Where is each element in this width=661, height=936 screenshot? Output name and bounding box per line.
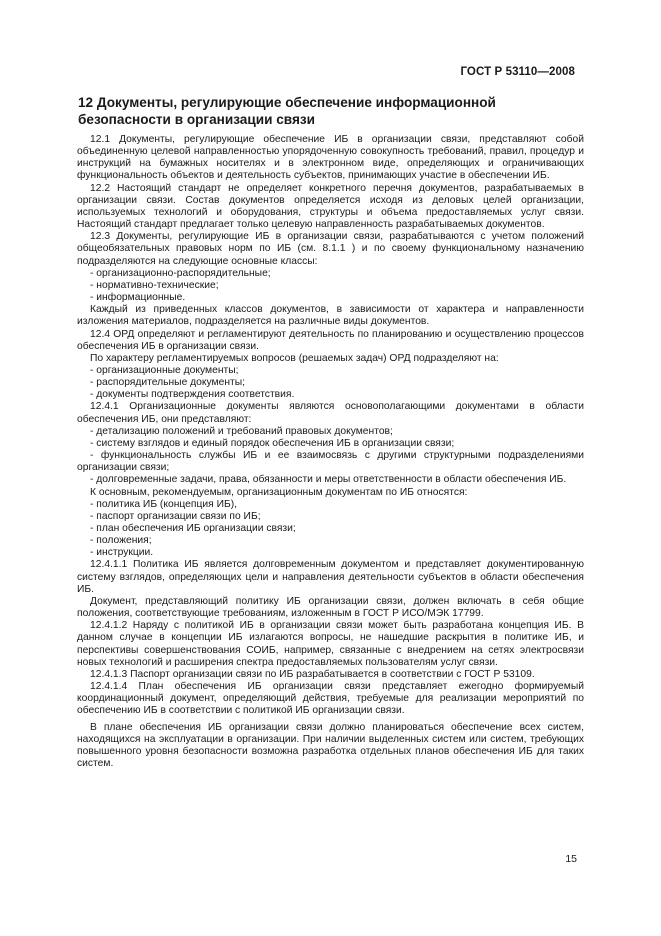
standard-code: ГОСТ Р 53110—2008 [460, 66, 575, 78]
list-item: - долговременные задачи, права, обязанности и меры ответственности в области обеспечения ИБ. [90, 474, 567, 486]
paragraph: 12.3 Документы, регулирующие ИБ в организации связи, разрабатываются с учетом положений общеобязательных правовых норм по ИБ (см. 8.1.1 ) и по своему функциональному назначению подразделяются на следующие основные классы: [77, 231, 584, 267]
paragraph: К основным, рекомендуемым, организационным документам по ИБ относятся: [90, 486, 468, 498]
section-body [77, 134, 584, 770]
paragraph: 12.4 ОРД определяют и регламентируют деятельность по планированию и осуществлению процессов обеспечения ИБ в организации связи. [77, 328, 584, 352]
paragraph: Каждый из приведенных классов документов, в зависимости от характера и направленности изложения материалов, подразделяется на различные виды документов. [77, 304, 584, 328]
paragraph: Документ, представляющий политику ИБ организации связи, должен включать в себя общие положения, соответствующие требованиям, изложенным в ГОСТ Р ИСО/МЭК 17799. [77, 595, 584, 620]
paragraph: 12.1 Документы, регулирующие обеспечение ИБ в организации связи, представляют собой объединенную целевой направленностью упорядоченную совокупность требований, правил, процедур и инструкций на бумажных носителях и в электронном виде, определяющих и ограничивающих функциональность объектов и деятельность субъектов, принимающих участие в обеспечении ИБ. [77, 134, 584, 182]
paragraph: 12.4.1.2 Наряду с политикой ИБ в организации связи может быть разработана концепция ИБ. В данном случае в концепции ИБ излагаются вопросы, не нашедшие раскрытия в политике ИБ, и перспективы совершенствования СОИБ, например, связанные с внедрением на сетях электросвязи новых технологий и расширения спектра предоставляемых пользователям услуг связи. [77, 620, 584, 668]
paragraph: 12.4.1 Организационные документы являются основополагающими документами в области обеспечения ИБ, они представляют: [77, 401, 584, 425]
paragraph: 12.4.1.4 План обеспечения ИБ организации связи представляет ежегодно формируемый координационный документ, определяющий действия, требуемые для реализации мероприятий по обеспечению ИБ в соответствии с политикой ИБ организации связи. [77, 681, 584, 717]
list-item: - информационные. [90, 292, 186, 304]
list-item: - документы подтверждения соответствия. [90, 389, 295, 401]
list-item: - функциональность службы ИБ и ее взаимосвязь с другими структурными подразделениями организации связи; [77, 450, 584, 474]
list-item: - распорядительные документы; [90, 377, 246, 389]
paragraph: 12.2 Настоящий стандарт не определяет конкретного перечня документов, разрабатываемых в организации связи. Состав документов определяется исходя из деловых целей организации, используемых технологий и оборудования, структуры и объема предоставляемых услуг связи. Настоящий стандарт предлагает только целевую направленность разрабатываемых документов. [77, 182, 584, 231]
list-item: - нормативно-технические; [90, 279, 219, 291]
list-item: - систему взглядов и единый порядок обеспечения ИБ в организации связи; [90, 437, 455, 449]
paragraph: В плане обеспечения ИБ организации связи должно планироваться обеспечение всех систем, находящихся на эксплуатации в организации. При наличии выделенных систем или систем, требующих повышенного уровня безопасности возможна разработка отдельных планов обеспечения ИБ для таких систем. [77, 721, 584, 769]
list-item: - политика ИБ (концепция ИБ), [90, 498, 238, 510]
list-item: - детализацию положений и требований правовых документов; [90, 425, 393, 437]
list-item: - паспорт организации связи по ИБ; [90, 510, 261, 522]
list-item: - положения; [90, 535, 152, 547]
page-number: 15 [565, 853, 577, 865]
list-item: - организационные документы; [90, 364, 239, 376]
section-heading: 12 Документы, регулирующие обеспечение информационной безопасности в организации связи [78, 95, 496, 127]
list-item: - организационно-распорядительные; [90, 267, 271, 279]
list-item: - инструкции. [90, 547, 154, 559]
paragraph: 12.4.1.1 Политика ИБ является долговременным документом и представляет документированную систему взглядов, определяющих цели и направления деятельности субъектов в области обеспечения ИБ. [77, 559, 584, 595]
list-item: - план обеспечения ИБ организации связи; [90, 523, 296, 534]
paragraph: 12.4.1.3 Паспорт организации связи по ИБ разрабатывается в соответствии с ГОСТ Р 53109. [90, 668, 535, 680]
paragraph: По характеру регламентируемых вопросов (решаемых задач) ОРД подразделяют на: [90, 352, 499, 364]
